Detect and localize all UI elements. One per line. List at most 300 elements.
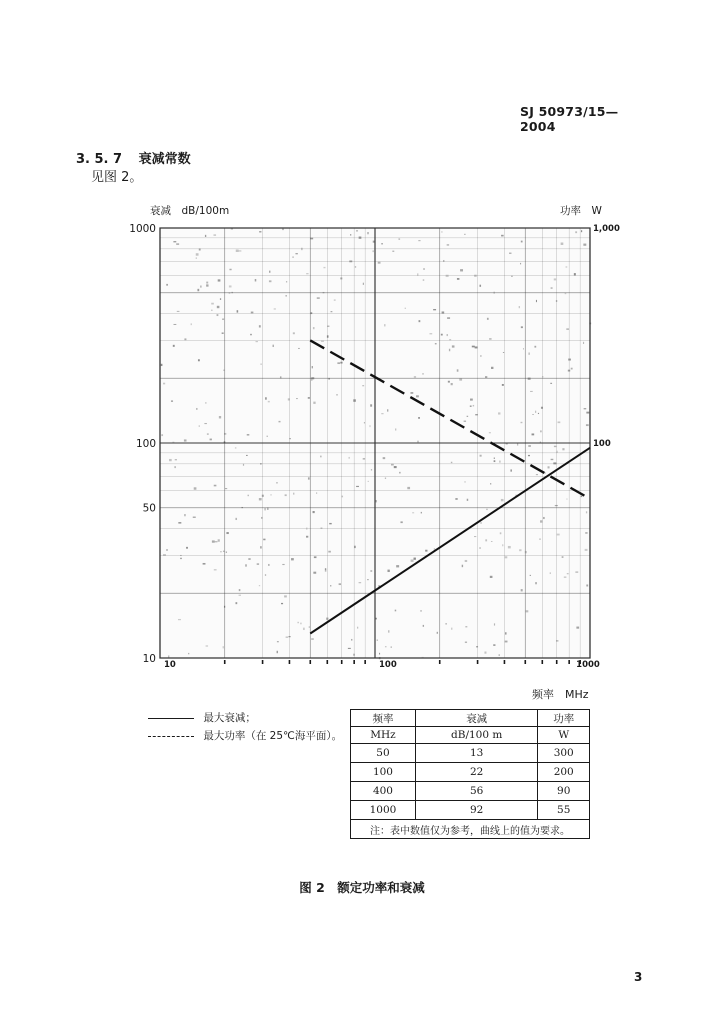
print-speckle [260,364,261,365]
print-speckle [502,544,503,546]
print-speckle [392,251,394,252]
print-speckle [369,425,370,427]
print-speckle [174,466,175,468]
print-speckle [505,632,507,634]
print-speckle [498,412,500,414]
print-speckle [505,641,508,643]
print-speckle [528,378,531,380]
print-speckle [449,349,450,351]
print-speckle [220,551,222,552]
print-speckle [384,324,385,326]
print-speckle [237,310,239,312]
print-speckle [411,560,414,562]
header-frequency: 频率 [351,710,416,727]
print-speckle [464,421,466,422]
print-speckle [248,495,249,496]
print-speckle [422,657,424,658]
print-speckle [353,399,356,401]
print-speckle [486,509,487,510]
print-speckle [410,392,413,393]
print-speckle [163,554,166,556]
print-speckle [540,520,542,522]
print-speckle [429,333,432,334]
print-speckle [207,434,209,435]
print-speckle [379,657,381,659]
print-speckle [394,466,397,468]
print-speckle [325,569,327,571]
print-speckle [328,551,331,553]
print-speckle [222,332,224,333]
table-cell: 92 [415,801,538,820]
print-speckle [491,541,493,542]
print-speckle [395,428,396,430]
print-speckle [289,438,291,439]
print-speckle [451,628,452,630]
print-speckle [320,456,322,458]
print-speckle [465,626,467,627]
print-speckle [585,549,588,551]
print-speckle [301,248,302,250]
print-speckle [476,646,478,647]
print-speckle [383,457,386,459]
print-speckle [267,507,268,509]
print-speckle [328,378,330,380]
figure-number: 图 2 [299,880,325,895]
print-speckle [568,359,571,361]
legend-solid [148,710,256,725]
print-speckle [357,627,358,629]
print-speckle [521,589,523,591]
print-speckle [262,495,264,497]
print-speckle [441,334,443,336]
table-cell: 56 [415,782,538,801]
print-speckle [586,424,589,426]
print-speckle [465,560,467,562]
print-speckle [517,443,518,445]
print-speckle [368,481,369,482]
table-row [351,801,590,820]
print-speckle [193,517,196,518]
print-speckle [247,434,250,436]
print-speckle [223,646,224,648]
print-speckle [412,512,414,513]
print-speckle [556,640,558,641]
print-speckle [480,355,482,357]
print-speckle [225,488,227,489]
print-speckle [464,481,465,482]
print-speckle [457,369,459,371]
print-speckle [377,639,378,640]
print-speckle [297,622,298,623]
print-speckle [364,422,365,423]
print-speckle [583,342,584,344]
print-speckle [251,312,254,314]
print-speckle [499,654,500,656]
print-speckle [435,343,437,344]
print-speckle [300,623,301,625]
print-speckle [339,583,341,585]
print-speckle [550,572,551,574]
print-speckle [172,442,174,444]
print-speckle [379,653,380,655]
x-tick-label: 1000 [576,660,600,670]
section-number: 3. 5. 7 [76,152,123,167]
print-speckle [419,320,421,322]
print-speckle [521,422,523,423]
print-speckle [313,511,315,513]
print-speckle [581,230,582,232]
print-speckle [485,539,487,541]
print-speckle [586,585,588,587]
print-speckle [553,462,556,464]
print-speckle [574,273,576,275]
print-speckle [480,285,482,287]
print-speckle [485,376,487,378]
print-speckle [540,430,541,432]
table-cell: 13 [415,744,538,763]
print-speckle [487,318,489,320]
print-speckle [459,379,462,381]
print-speckle [510,469,512,471]
figure-caption-text: 额定功率和衰减 [337,880,425,895]
print-speckle [197,289,199,291]
print-speckle [239,589,241,591]
print-speckle [269,280,272,282]
print-speckle [349,457,350,459]
table-note: 注：表中数值仅为参考，曲线上的值为要求。 [351,820,590,839]
print-speckle [538,413,539,414]
print-speckle [321,527,323,529]
print-speckle [177,311,180,312]
print-speckle [303,628,305,630]
x-axis-title: 频率 MHz [532,688,589,701]
print-speckle [418,417,420,419]
print-speckle [215,541,218,542]
print-speckle [359,582,362,583]
y-tick-label: 10 [142,653,156,665]
y2-tick-label: 100 [593,439,611,449]
print-speckle [378,262,381,264]
print-speckle [279,421,281,422]
print-speckle [261,517,262,519]
print-speckle [184,338,186,340]
print-speckle [475,414,478,415]
print-speckle [564,576,567,577]
print-speckle [467,499,468,501]
print-speckle [399,472,400,474]
print-speckle [583,244,586,246]
print-speckle [259,498,262,500]
print-speckle [336,394,337,395]
print-speckle [330,585,331,587]
print-speckle [229,269,231,270]
print-speckle [292,256,293,258]
print-speckle [173,345,175,347]
y-axis-title: 衰减 dB/100m [150,205,230,217]
print-speckle [493,644,495,646]
print-speckle [417,273,418,275]
print-speckle [259,585,260,586]
print-speckle [280,376,281,378]
figure-caption [0,878,724,896]
print-speckle [539,538,540,540]
legend-dashed [148,728,342,743]
print-speckle [508,546,511,548]
print-speckle [243,464,244,466]
print-speckle [199,425,200,426]
print-speckle [501,235,504,237]
print-speckle [489,338,491,340]
print-speckle [263,539,265,541]
print-speckle [206,284,208,286]
print-speckle [285,494,287,496]
print-speckle [535,582,537,584]
print-speckle [166,549,168,550]
print-speckle [250,334,252,335]
print-speckle [491,367,493,369]
print-speckle [571,368,573,370]
print-speckle [277,651,278,653]
print-speckle [554,278,556,280]
print-speckle [554,446,557,447]
print-speckle [420,610,421,611]
print-speckle [316,492,317,494]
print-speckle [367,579,368,580]
print-speckle [451,383,453,385]
section-body: 见图 2。 [91,170,143,185]
table-note-row [351,820,590,839]
print-speckle [241,507,243,508]
print-speckle [528,445,531,447]
print-speckle [286,295,287,296]
print-speckle [223,551,224,552]
print-speckle [381,243,383,244]
table-cell: 100 [351,763,416,782]
print-speckle [334,299,336,300]
print-speckle [584,408,587,409]
print-speckle [326,618,328,620]
print-speckle [348,648,351,649]
print-speckle [502,384,504,386]
print-speckle [214,485,217,487]
print-speckle [500,532,502,534]
print-speckle [211,303,214,305]
print-speckle [205,402,206,404]
print-speckle [499,461,500,463]
print-speckle [370,570,372,572]
print-speckle [542,376,543,377]
print-speckle [556,300,557,302]
print-speckle [391,464,394,466]
print-speckle [224,441,226,442]
print-speckle [388,630,389,632]
print-speckle [342,496,344,498]
print-speckle [239,595,241,596]
print-speckle [396,565,399,567]
print-speckle [555,505,558,506]
print-speckle [306,536,308,538]
print-speckle [270,494,271,495]
print-speckle [205,235,206,237]
print-speckle [558,421,561,423]
print-speckle [405,308,406,309]
print-speckle [509,253,511,254]
print-speckle [449,339,451,340]
print-speckle [447,334,448,336]
print-speckle [398,238,400,240]
print-speckle [575,571,578,572]
print-speckle [551,459,554,460]
print-speckle [423,625,424,627]
print-speckle [269,271,270,273]
print-speckle [276,482,277,483]
print-speckle [472,346,475,348]
print-speckle [557,451,558,453]
print-speckle [407,487,410,489]
print-speckle [340,362,342,364]
print-speckle [200,286,201,288]
print-speckle [220,298,221,300]
print-speckle [551,287,553,288]
print-speckle [475,346,478,348]
print-speckle [501,499,504,501]
print-speckle [223,370,224,371]
print-speckle [173,241,176,242]
print-speckle [567,573,569,574]
print-speckle [198,359,200,361]
print-speckle [526,610,529,612]
print-speckle [423,279,425,281]
print-speckle [191,323,192,325]
print-speckle [293,332,295,334]
print-speckle [535,411,536,413]
print-speckle [534,346,536,348]
print-speckle [467,416,469,417]
print-speckle [589,323,591,325]
print-speckle [441,231,442,232]
print-speckle [417,441,418,443]
print-speckle [282,564,284,565]
print-speckle [169,459,172,461]
print-speckle [528,455,530,456]
print-speckle [503,352,504,353]
table-row [351,782,590,801]
print-speckle [291,558,294,560]
print-speckle [235,602,237,604]
print-speckle [268,564,270,566]
print-speckle [455,498,457,500]
print-speckle [381,413,383,414]
print-speckle [505,556,508,558]
print-speckle [581,496,582,497]
print-speckle [311,377,314,379]
print-speckle [562,448,564,450]
print-speckle [188,653,189,654]
print-speckle [282,228,284,230]
print-speckle [284,595,287,597]
print-speckle [530,391,533,392]
print-speckle [246,455,248,456]
print-speckle [479,547,480,548]
print-speckle [281,603,283,604]
print-speckle [523,348,524,350]
print-speckle [323,267,325,268]
print-speckle [385,646,387,647]
print-speckle [452,345,455,347]
print-speckle [447,317,450,319]
legend-dashed-label: 最大功率（在 25℃海平面）。 [203,730,343,742]
print-speckle [327,335,329,337]
print-speckle [376,500,377,502]
print-speckle [226,552,227,553]
print-speckle [184,514,185,516]
print-speckle [235,518,237,520]
print-speckle [306,527,307,529]
print-speckle [375,618,377,620]
print-speckle [331,311,333,312]
print-speckle [295,253,297,254]
print-speckle [213,235,216,236]
y-tick-label: 50 [142,502,156,515]
print-speckle [264,508,266,510]
header-attenuation: 衰减 [415,710,538,727]
print-speckle [494,292,495,294]
print-speckle [443,260,444,262]
print-speckle [351,639,352,641]
print-speckle [314,556,317,558]
print-speckle [175,459,177,460]
table-cell: 1000 [351,801,416,820]
print-speckle [387,409,388,411]
print-speckle [543,517,545,519]
table-cell: 90 [538,782,590,801]
print-speckle [288,398,290,400]
print-speckle [186,547,188,549]
print-speckle [219,416,221,418]
print-speckle [229,285,232,287]
print-speckle [260,546,262,548]
table-unit-row [351,727,590,744]
print-speckle [391,646,392,647]
print-speckle [585,532,587,534]
print-speckle [206,645,208,646]
print-speckle [168,655,169,657]
print-speckle [259,231,261,232]
print-speckle [327,326,329,327]
print-speckle [465,642,467,644]
print-speckle [308,397,310,398]
power-axis-title: 功率 W [560,205,602,217]
print-speckle [260,463,262,464]
print-speckle [224,606,225,608]
print-speckle [474,275,477,277]
print-speckle [586,412,589,414]
print-speckle [296,398,297,399]
print-speckle [312,366,313,368]
print-speckle [340,277,342,279]
print-speckle [371,469,372,470]
print-speckle [217,314,219,316]
print-speckle [373,241,375,243]
x-tick-label: 10 [164,660,176,670]
print-speckle [416,395,419,397]
table-row [351,744,590,763]
print-speckle [521,326,523,328]
print-speckle [265,397,267,399]
print-speckle [178,619,181,620]
print-speckle [506,443,508,445]
print-speckle [586,511,587,513]
